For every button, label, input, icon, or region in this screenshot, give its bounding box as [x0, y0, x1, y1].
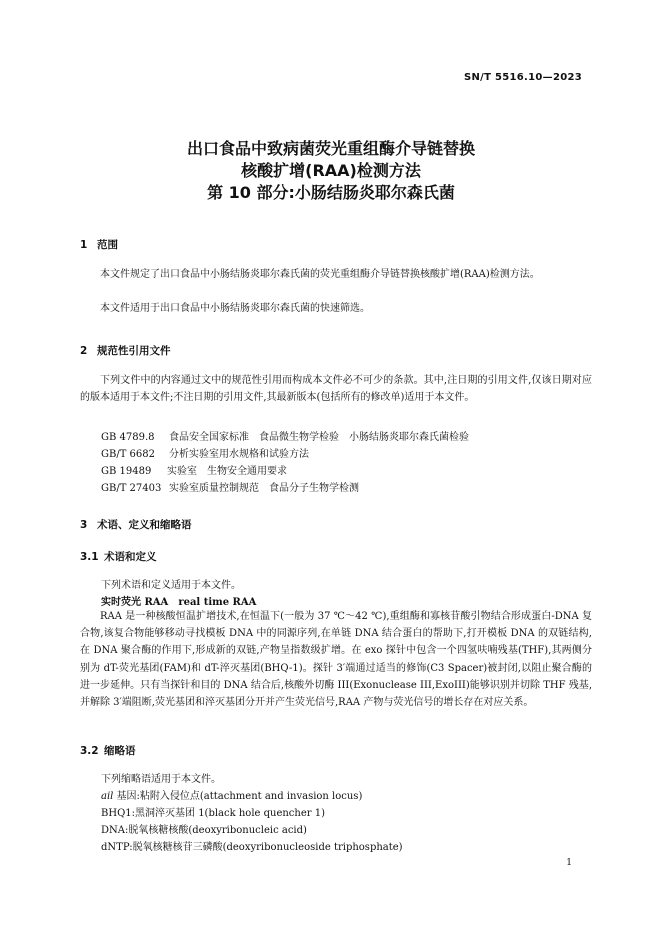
subsection-number: 3.1	[80, 551, 99, 563]
abbreviation-item	[101, 838, 403, 853]
document-title-line-2: 核酸扩增(RAA)检测方法	[241, 161, 421, 180]
document-title-line-3: 第 10 部分:小肠结肠炎耶尔森氏菌	[207, 183, 455, 202]
reference-title: 食品安全国家标准 食品微生物学检验 小肠结肠炎耶尔森氏菌检验	[169, 432, 469, 443]
reference-title: 实验室 生物安全通用要求	[167, 466, 287, 477]
section-2-intro: 下列文件中的内容通过文中的规范性引用而构成本文件必不可少的条款。其中,注日期的引用文件,仅该日期对应的版本适用于本文件;不注日期的引用文件,其最新版本(包括所有的修改单)适用于本文件。	[80, 375, 592, 404]
abbreviation-description: :脱氧核糖核苷三磷酸(deoxyribonucleoside triphosphate)	[129, 842, 403, 853]
abbreviations-intro: 下列缩略语适用于本文件。	[101, 774, 221, 785]
subsection-title: 缩略语	[104, 745, 136, 757]
reference-code: GB 19489	[101, 466, 152, 477]
abbreviation-term: BHQ1	[101, 808, 132, 819]
section-1-heading	[80, 237, 118, 252]
subsection-title: 术语和定义	[104, 551, 157, 563]
term-english: real time RAA	[178, 597, 257, 608]
abbreviation-description: 基因:粘附入侵位点(attachment and invasion locus)	[113, 791, 363, 802]
abbreviation-term: DNA	[101, 825, 125, 836]
abbreviation-term: dNTP	[101, 842, 130, 853]
reference-item	[101, 428, 469, 443]
abbreviation-term: ail	[101, 791, 114, 802]
term-entry	[101, 593, 256, 608]
section-number: 3	[80, 519, 88, 531]
abbreviation-item	[101, 787, 362, 802]
section-1-paragraph-2: 本文件适用于出口食品中小肠结肠炎耶尔森氏菌的快速筛选。	[100, 303, 370, 314]
section-2-heading	[80, 343, 171, 358]
subsection-3-2-heading	[80, 743, 136, 758]
reference-item	[101, 462, 287, 477]
reference-code: GB/T 6682	[101, 449, 156, 460]
reference-title: 实验室质量控制规范 食品分子生物学检测	[169, 483, 359, 494]
section-title: 规范性引用文件	[97, 345, 171, 357]
abbreviation-description: :黑洞淬灭基团 1(black hole quencher 1)	[131, 808, 325, 819]
reference-item	[101, 445, 309, 460]
term-chinese: 实时荧光 RAA	[101, 597, 169, 608]
reference-code: GB 4789.8	[101, 432, 155, 443]
section-number: 1	[80, 239, 88, 251]
standard-number: SN/T 5516.10—2023	[463, 72, 582, 83]
subsection-3-1-heading	[80, 549, 157, 564]
section-number: 2	[80, 345, 88, 357]
document-title-line-1: 出口食品中致病菌荧光重组酶介导链替换	[186, 139, 475, 158]
reference-item	[101, 479, 359, 494]
section-title: 术语、定义和缩略语	[97, 519, 192, 531]
subsection-number: 3.2	[80, 745, 99, 757]
terms-intro: 下列术语和定义适用于本文件。	[101, 580, 241, 591]
page-number: 1	[566, 858, 572, 868]
reference-title: 分析实验室用水规格和试验方法	[169, 449, 309, 460]
abbreviation-item	[101, 804, 325, 819]
term-definition: RAA 是一种核酸恒温扩增技术,在恒温下(一般为 37 ℃～42 ℃),重组酶和寡核苷酸引物结合形成蛋白-DNA 复合物,该复合物能够移动寻找模板 DNA 中的同源序列,在单链 DNA 结合蛋白的帮助下,打开模板 DNA 的双链结构,在 DNA 聚合酶的作用下,形成新的双链,产物呈指数级扩增。在 exo 探针中包含一个四氢呋喃残基(THF),其两侧分别为 dT-荧光基团(FAM)和 dT-淬灭基团(BHQ-1)。探针 3′端通过适当的修饰(C3 Spacer)被封闭,以阻止聚合酶的进一步延伸。只有当探针和目的 DNA 结合后,核酸外切酶 III(Exonuclease III,ExoIII)能够识别并切除 THF 残基,并解除 3′端阻断,荧光基团和淬灭基团分开并产生荧光信号,RAA 产物与荧光信号的增长存在对应关系。	[80, 611, 592, 709]
section-3-heading	[80, 517, 192, 532]
section-1-paragraph-1: 本文件规定了出口食品中小肠结肠炎耶尔森氏菌的荧光重组酶介导链替换核酸扩增(RAA)检测方法。	[100, 269, 540, 280]
abbreviation-description: :脱氧核糖核酸(deoxyribonucleic acid)	[125, 825, 307, 836]
abbreviation-item	[101, 821, 307, 836]
section-title: 范围	[97, 239, 118, 251]
reference-code: GB/T 27403	[101, 483, 162, 494]
